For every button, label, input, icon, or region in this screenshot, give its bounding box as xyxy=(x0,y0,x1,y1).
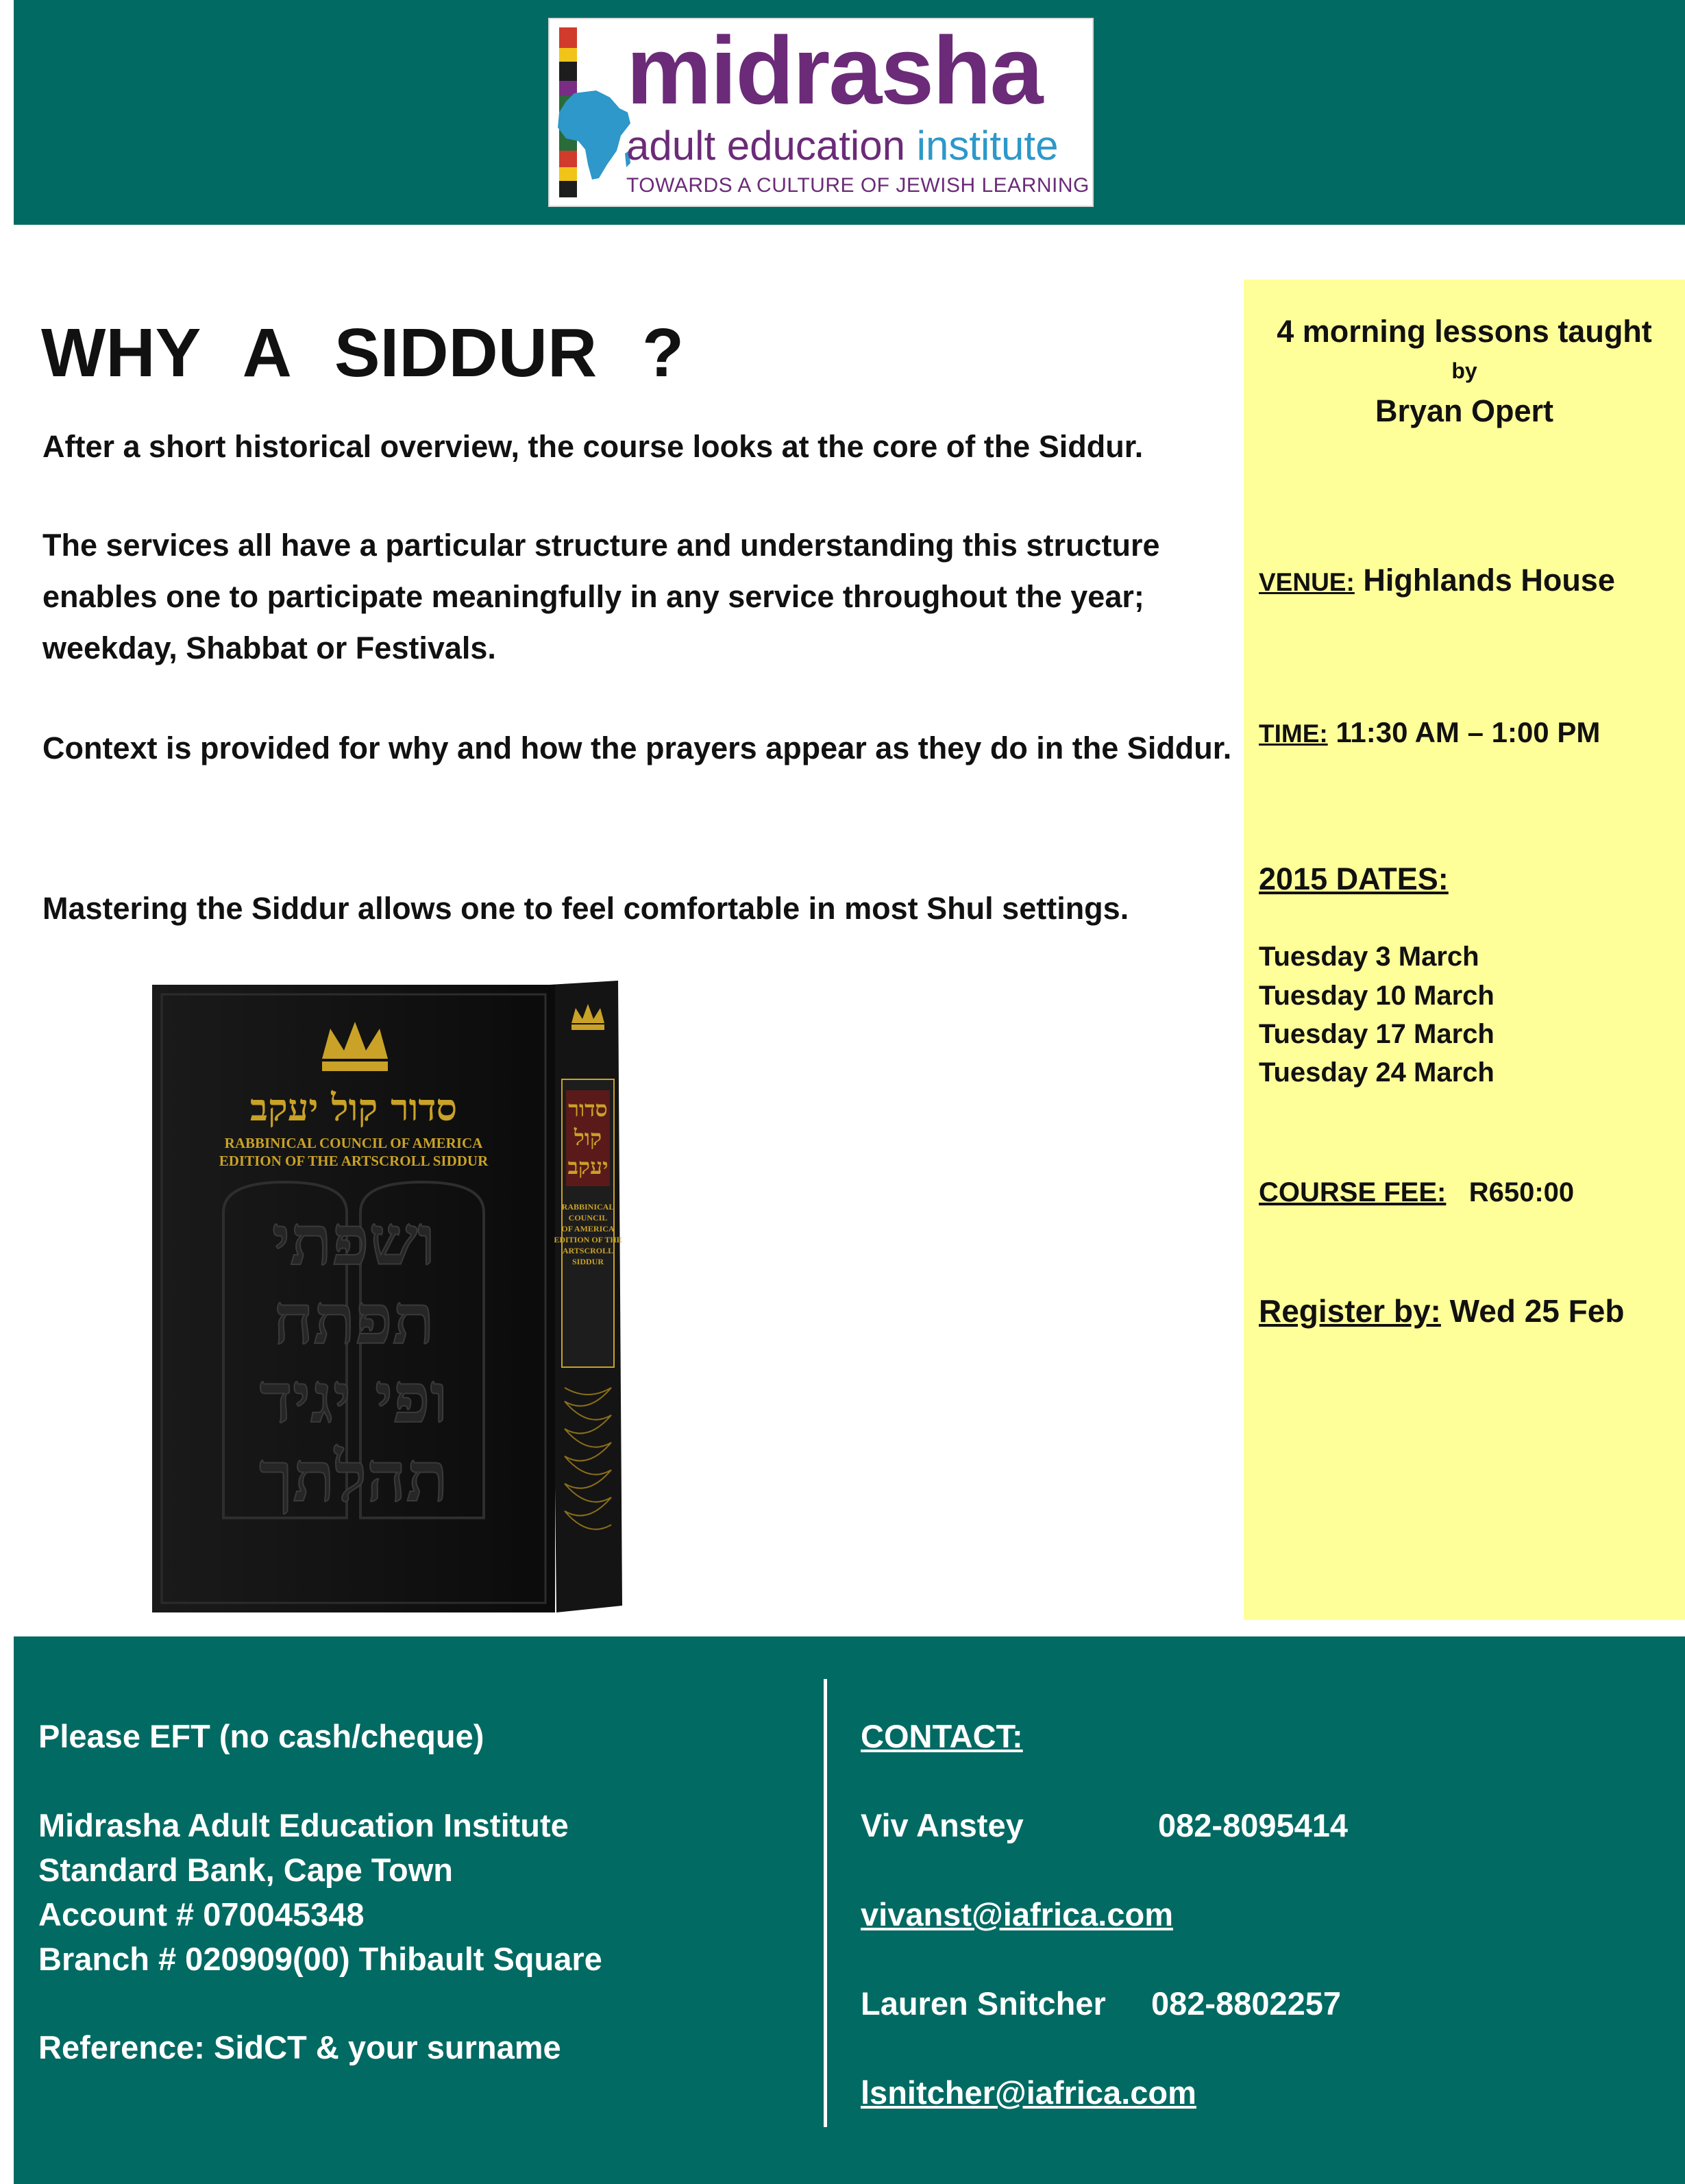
dates-heading: 2015 DATES: xyxy=(1259,861,1449,896)
spine-hebrew-3: יעקב xyxy=(567,1153,608,1179)
spine-text-2: COUNCIL xyxy=(568,1213,608,1223)
venue-value: Highlands House xyxy=(1363,563,1615,598)
fee-label: COURSE FEE: xyxy=(1259,1177,1447,1207)
bank-line: Midrasha Adult Education Institute xyxy=(38,1807,569,1843)
logo-brand-text: midrasha xyxy=(626,18,1042,124)
course-info-sidebar xyxy=(1244,280,1685,1620)
footer-band xyxy=(14,1636,1685,2184)
book-hebrew-title: סדור קול יעקב xyxy=(249,1085,458,1129)
contact-name: Lauren Snitcher xyxy=(861,1985,1106,2022)
date-item: Tuesday 3 March xyxy=(1259,942,1479,972)
branch-line: Branch # 020909(00) Thibault Square xyxy=(38,1941,602,1977)
footer-divider xyxy=(824,1679,827,2127)
venue-label: VENUE: xyxy=(1259,568,1355,596)
contact-email-link[interactable]: lsnitcher@iafrica.com xyxy=(861,2074,1196,2111)
time-value: 11:30 AM – 1:00 PM xyxy=(1336,716,1601,748)
register-value: Wed 25 Feb xyxy=(1449,1293,1625,1329)
lessons-line: 4 morning lessons taught xyxy=(1277,314,1652,349)
spine-text-6: SIDDUR xyxy=(571,1257,604,1266)
register-row xyxy=(1259,1292,1624,1329)
spine-hebrew-1: סדור xyxy=(568,1096,608,1122)
bank-line: Standard Bank, Cape Town xyxy=(38,1852,453,1888)
midrasha-logo xyxy=(548,18,1094,207)
teacher-name: Bryan Opert xyxy=(1375,393,1554,428)
contact-phone: 082-8095414 xyxy=(1158,1807,1349,1843)
logo-subtitle-main: adult education xyxy=(626,123,905,169)
cover-emboss-line-2: תפתח xyxy=(273,1279,434,1360)
logo-subtitle xyxy=(626,122,1058,169)
date-item: Tuesday 24 March xyxy=(1259,1057,1495,1088)
spine-text-5: ARTSCROLL xyxy=(562,1246,614,1255)
date-item: Tuesday 17 March xyxy=(1259,1019,1495,1049)
register-label: Register by: xyxy=(1259,1293,1441,1329)
fee-row xyxy=(1259,1177,1574,1208)
logo-subtitle-accent: institute xyxy=(916,123,1059,169)
date-item: Tuesday 10 March xyxy=(1259,981,1495,1011)
africa-map-icon xyxy=(554,88,635,184)
structure-paragraph: The services all have a particular structure and understanding this structure enables one to participate meaningfully in any service throughout the year; weekday, Shabbat or Festivals. xyxy=(42,528,1160,665)
spine-text-1: RABBINICAL xyxy=(561,1202,615,1212)
context-paragraph: Context is provided for why and how the prayers appear as they do in the Siddur. xyxy=(42,731,1232,765)
cover-emboss-line-4: תהלתך xyxy=(259,1436,448,1517)
spine-text-4: EDITION OF THE xyxy=(554,1235,622,1244)
spine-text-3: OF AMERICA xyxy=(561,1224,615,1234)
payment-note: Please EFT (no cash/cheque) xyxy=(38,1718,484,1754)
siddur-book-image xyxy=(152,977,622,1612)
book-subtitle-1: RABBINICAL COUNCIL OF AMERICA xyxy=(224,1135,483,1151)
time-label: TIME: xyxy=(1259,720,1328,748)
logo-tagline: TOWARDS A CULTURE OF JEWISH LEARNING xyxy=(626,174,1090,197)
cover-emboss-line-1: ושפתי xyxy=(272,1200,435,1281)
reference-line: Reference: SidCT & your surname xyxy=(38,2029,561,2065)
mastering-paragraph: Mastering the Siddur allows one to feel comfortable in most Shul settings. xyxy=(42,891,1129,926)
contact-heading: CONTACT: xyxy=(861,1718,1023,1754)
contact-name: Viv Anstey xyxy=(861,1807,1024,1843)
by-text: by xyxy=(1451,358,1477,383)
book-subtitle-2: EDITION OF THE ARTSCROLL SIDDUR xyxy=(219,1153,489,1169)
contact-phone: 082-8802257 xyxy=(1151,1985,1342,2022)
venue-row xyxy=(1259,563,1615,598)
intro-paragraph: After a short historical overview, the course looks at the core of the Siddur. xyxy=(42,429,1144,464)
account-line: Account # 070045348 xyxy=(38,1896,365,1933)
time-row xyxy=(1259,716,1600,749)
fee-value: R650:00 xyxy=(1468,1177,1575,1207)
cover-emboss-line-3: ופי יגיד xyxy=(259,1358,448,1438)
spine-hebrew-2: קול xyxy=(574,1125,602,1151)
page-title: WHY A SIDDUR ? xyxy=(41,315,685,391)
contact-email-link[interactable]: vivanst@iafrica.com xyxy=(861,1896,1173,1933)
